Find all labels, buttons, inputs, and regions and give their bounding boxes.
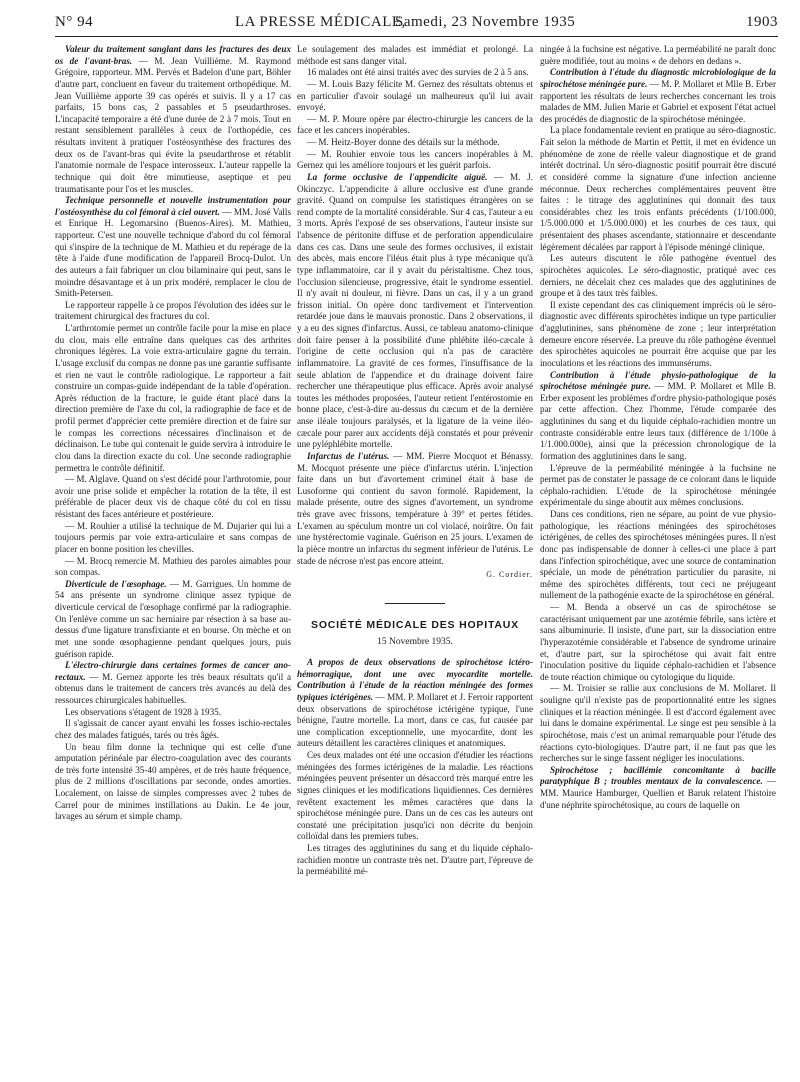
article-paragraph-with-title (297, 172, 533, 451)
article-body: — M. Gernez apporte les très beaux résultats qu'il a obtenus dans le traitement de cancers très avancés au delà des ressources chirurgicales habituelles. (55, 671, 291, 705)
article-paragraph (55, 300, 291, 323)
article-paragraph (297, 750, 533, 843)
article-title: L'électro-chirurgie dans certaines formes de cancer ano-rectaux. (55, 660, 291, 682)
article-body: — M. Rouhier a utilisé la technique de M. Dujarier qui lui a toujours permis par voie extra-articulaire et sans compas de placer en bonne position les chevilles. (55, 520, 291, 554)
article-body: ningée à la fuchsine est négative. La perméabilité ne paraît donc guère modifiée, tout au moins « de dehors en dedans ». (540, 44, 776, 66)
issue-number: N° 94 (55, 14, 94, 30)
article-body: Le soulagement des malades est immédiat et prolongé. La méthode est sans danger vital. (297, 44, 533, 66)
article-paragraph (55, 323, 291, 474)
article-body: Il s'agissait de cancer ayant envahi les fosses ischio-rectales chez des malades fatigués, tarés ou très âgés. (55, 718, 291, 740)
section-title: SOCIÉTÉ MÉDICALE DES HOPITAUX (311, 618, 519, 631)
column-3 (540, 44, 776, 1074)
article-body: — M. Troisier se rallie aux conclusions de M. Mollaret. Il souligne qu'il n'existe pas de proportionnalité entre les signes cliniques et la réaction méningée. Il est d'accord également avec lui dans le domaine expérimental. Le singe est peu sensible à la spirochétose, mais c'est un animal remarquable pour l'étude des réactions cyto-biologiques. D'autre part, il ne faut pas que les recherches sur le singe fassent négliger les inoculations. (540, 683, 776, 764)
article-paragraph (55, 707, 291, 719)
article-body: Ces deux malades ont été une occasion d'étudier les réactions méningées des formes ictérigènes de la maladie. Les réactions méningées peuvent présenter un désaccord très marqué entre les signes cliniques et les modifications liquidiennes. Ces dernières revêtent exactement les mêmes caractères que dans la spirochétose méningée pure. Dans un de ces cas les auteurs ont constaté une précipitation jusqu'ici non décrite du benjoin colloïdal dans les premiers tubes. (297, 750, 533, 842)
section-heading (297, 603, 533, 649)
article-body: — M. Alglave. Quand on s'est décidé pour l'arthrotomie, pour avoir une prise solide et empêcher la rotation de la tête, il est préférable de placer deux vis de chaque côté du col en tissu résistant des faces antérieure et postérieure. (55, 474, 291, 519)
article-paragraph (297, 149, 533, 172)
page-folio: 1903 (746, 14, 778, 30)
article-body: — M. P. Moure opère par électro-chirurgie les cancers de la face et les cancers inopérables. (297, 113, 533, 136)
article-body: Il existe cependant des cas cliniquement imprécis où le séro-diagnostic avec différents spirochètes indique un type particulier d'agglutinines, sans phénomène de zone ; leur interprétation demeure encore réservée. La preuve du rôle pathogène éventuel des spirochètes aquicoles ne pourrait être acquise que par les inoculations et les réactions des immunsérums. (540, 299, 776, 368)
article-title: Technique personnelle et nouvelle instrumentation pour l'ostéosynthèse du col fémoral à ciel ouvert. (55, 195, 291, 217)
article-body: — M. Benda a observé un cas de spirochétose se caractérisant uniquement par une azotémie fébrile, sans ictère et sans albuminurie. Il insiste, d'une part, sur la dissociation entre l'hyperazotémie considérable et l'absence de syndrome urinaire et, d'autre part, sur la spirochétose qui avait fait entre l'inoculation positive du liquide céphalo-rachidien et l'absence de toute réaction chimique ou cytologique du liquide. (540, 602, 776, 682)
article-title: Spirochétose ; bacillémie concomitante à bacille paratyphique B ; troubles mentaux de la convalescence. (540, 764, 776, 787)
article-body: — M. Brocq remercie M. Mathieu des paroles aimables pour son compas. (55, 555, 291, 578)
article-body: — M. Heitz-Boyer donne des détails sur la méthode. (307, 137, 500, 147)
article-paragraph (297, 137, 533, 149)
article-body: Les titrages des agglutinines du sang et du liquide céphalo-rachidien montre un contraste très net. D'autre part, l'épreuve de la perméabilité mé- (297, 843, 533, 877)
article-body: La place fondamentale revient en pratique au séro-diagnostic. Fait selon la méthode de Martin et Pettit, il met en évidence un phénomène de zone de réelle valeur diagnostique et de grand intérêt doctrinal. Un séro-diagnostic positif pourrait être discuté et considéré comme la signature d'une infection ancienne méconnue. Deux recherches complémentaires peuvent être faites : le titrage des agglutinines qui donnait des taux considérables chez les trois enfants précédents (1/100.000, 1/5.000.000 et 1/5.000.000) et les courbes de ces taux, qui présentaient des phases ascendante, stationnaire et descendante légèrement décalées par rapport à l'épisode méningé clinique. (540, 125, 776, 252)
article-body: — MM. P. Mollaret et Mlle B. Erber exposent les problèmes d'ordre physio-pathologique posés par cette affection. Chez l'homme, l'étude comparée des agglutinines du sang et du liquide céphalo-rachidien montre un contraste considérable entre leurs taux (différence de 1/100e à 1/1.000.000e), ainsi que la précession chronologique de la formation des agglutinines dans le sang. (540, 381, 776, 461)
article-body: L'épreuve de la perméabilité méningée à la fuchsine ne permet pas de constater le passage de ce colorant dans le liquide céphalo-rachidien. L'étude de la spirochétose méningée expérimentale du singe aboutit aux mêmes conclusions. (540, 462, 776, 508)
article-paragraph (297, 114, 533, 137)
article-title: Contribution à l'étude du diagnostic microbiologique de la spirochétose méningée pure. (540, 67, 776, 89)
article-body: — M. Garrigues. Un homme de 54 ans présente un syndrome clinique assez typique de diverticule cervical de l'œsophage confirmé par la radiographie. On l'enlève comme un sac herniaire par résection à sa base au-dessus d'une ligature transfixiante et en bourse. On mèche et on met une sonde œsophagienne pendant quelques jours, puis guérison rapide. (55, 578, 291, 659)
article-paragraph (55, 742, 291, 823)
article-title: Infarctus de l'utérus. (307, 450, 390, 461)
article-body: L'arthrotomie permet un contrôle facile pour la mise en place du clou, mais elle entraîne dans quelques cas des arthrites chroniques légères. La voie extra-articulaire gagne du terrain. L'usage exclusif du compas ne donne pas une garantie suffisante et rien ne vaut le contrôle radiologique. Le rapporteur a fait construire un compas-guide indépendant de la table d'opération. Après réduction de la fracture, le guide étant placé dans la direction première de l'axe du col, la radiographie de face et de profil permet d'apprécier cette première direction et de faire sur le compas les corrections nécessaires d'inclinaison et de déclinaison. Le tube qui contenait le guide servira à introduire le clou dans la direction exacte du col. Une seconde radiographie permettra le contrôle définitif. (55, 323, 291, 473)
article-title: Valeur du traitement sanglant dans les fractures des deux os de l'avant-bras. (55, 44, 291, 66)
article-body: — M. Rouhier envoie tous les cancers inopérables à M. Gernez qui les améliore toujours et les guérit parfois. (297, 148, 533, 171)
article-body: — M. P. Mollaret et Mlle B. Erber rapportent les résultats de leurs recherches concernant les trois malades de MM. Julien Marie et Gabriel et exposent l'état actuel des procédés de diagnostic de la spirochétose méningée. (540, 78, 776, 124)
article-paragraph (297, 843, 533, 878)
section-rule (385, 603, 445, 604)
article-body: — M. Jean Vuillième. M. Raymond Grégoire, rapporteur. MM. Pervès et Badelon d'une part, Böhler d'autre part, concluent en faveur du traitement orthopédique. M. Jean Vuillième apporte 39 cas opérés et suivis. Il y a 17 cas parfaits, 15 bons cas, 2 passables et 5 pseudarthroses. L'incapacité temporaire a été d'une durée de 2 à 7 mois. Tout en restant sensiblement parallèles à ceux de l'orthopédie, ces résultats invitent à pratiquer l'ostéosynthèse des fractures des deux os de l'avant-bras qui évite la pseudarthrose et rétablit l'anatomie normale de l'espace interosseux. L'auteur rappelle la technique qui doit être minutieuse, aseptique et peu traumatisante pour l'os et les muscles. (55, 55, 291, 194)
article-paragraph (55, 521, 291, 556)
article-paragraph (297, 79, 533, 114)
article-paragraph-with-title (55, 579, 291, 660)
article-body: Les observations s'étagent de 1928 à 1935. (65, 706, 221, 717)
article-body: 16 malades ont été ainsi traités avec des survies de 2 à 5 ans. (307, 67, 529, 78)
column-1 (55, 44, 291, 1074)
article-paragraph (297, 44, 533, 67)
article-body: Un beau film donne la technique qui est celle d'une amputation périnéale par électro-coagulation avec des courants de très forte intensité 35-40 ampères, et de très haute fréquence, plus de 2 millions d'oscillations par seconde, ondes amorties. Localement, on laisse de simples compresses avec 2 tubes de Carrel pour de minimes instillations au Dakin. Le 4e jour, lavages au sérum et simple champ. (55, 741, 291, 822)
article-title: Contribution à l'étude physio-pathologique de la spirochétose méningée pure. (540, 369, 776, 392)
article-paragraph-with-title (540, 370, 776, 463)
header-rule (55, 36, 778, 37)
article-paragraph (540, 463, 776, 510)
article-title: A propos de deux observations de spirochétose ictéro-hémorragique, dont une avec myocardite mortelle. Contribution à l'étude de la réaction méningée des formes typiques ictérigènes. (297, 657, 533, 702)
article-body: — MM. Pierre Mocquot et Bénassy. M. Mocquot présente une pièce d'infarctus utérin. L'injection faite dans un but d'avortement criminel était à base de Lusoforme qui contient du savon formolé. Rapidement, la malade présente, outre des signes d'avortement, un syndrome très grave avec frissons, température à 39° et pertes fétides. L'examen au spéculum montre un col violacé, noirâtre. On fait une hystérectomie vaginale. Guérison en 25 jours. L'examen de la pièce montre un infarctus du segment inférieur de l'utérus. Le stade de nécrose n'est pas encore atteint. (297, 450, 533, 566)
page-header (55, 6, 778, 34)
article-title: La forme occlusive de l'appendicite aiguë. (307, 171, 488, 182)
article-paragraph-with-title (540, 765, 776, 812)
article-body: Dans ces conditions, rien ne sépare, au point de vue physio-pathologique, les réactions méningées des spirochétoses ictérigènes, de celles des spirochétoses méningées pures. Il n'est donc pas indispensable de donner à celles-ci une place à part dans l'infection spirochétique, avec une source de contamination spéciale, un mode de pénétration particulier du parasite, ni même des spirochètes différents, tout ceci ne préjugeant nullement de la pathogénie exacte de la spirochétose en général. (540, 509, 776, 601)
article-paragraph (540, 300, 776, 370)
article-paragraph (297, 67, 533, 79)
article-body: Le rapporteur rappelle à ce propos l'évolution des idées sur le traitement chirurgical des fractures du col. (55, 299, 291, 322)
article-title: Diverticule de l'œsophage. (65, 578, 167, 589)
article-paragraph (55, 718, 291, 741)
article-paragraph (540, 253, 776, 300)
article-body: — MM. P. Mollaret et J. Ferroir rapportent deux observations de spirochétose ictérigène typique, l'une bénigne, l'autre mortelle. La mort, dans ce cas, fut causée par une complication exceptionnelle, une myocardite, dont les auteurs détaillent les caractères cliniques et anatomiques. (297, 691, 533, 749)
article-paragraph-with-title (55, 660, 291, 707)
article-paragraph-with-title (540, 67, 776, 125)
article-paragraph (55, 556, 291, 579)
article-paragraph (540, 602, 776, 683)
article-paragraph (55, 474, 291, 521)
column-2 (297, 44, 533, 1074)
article-paragraph-with-title (297, 657, 533, 750)
article-paragraph-with-title (297, 451, 533, 567)
section-date: 15 Novembre 1935. (377, 637, 453, 648)
article-body: — MM. Maurice Hamburger, Quellien et Baruk relatent l'histoire d'une néphrite spirochétosique, au cours de laquelle on (540, 776, 776, 810)
article-body: — MM. José Valls et Enrique H. Legomarsino (Buenos-Aires). M. Mathieu, rapporteur. C'est une nouvelle technique d'abord du col fémoral qui s'inspire de la technique de M. Mathieu et du repérage de la tête à l'aide d'une modification de l'appareil Brocq-Dulot. Un des auteurs a fait fabriquer un clou bilaminaire qui peut, sans le moindre désavantage et à un prix modéré, remplacer le clou de Smith-Petersen. (55, 206, 291, 299)
publication-title: LA PRESSE MÉDICALE, (235, 14, 406, 30)
author-signature: G. Cordier. (486, 570, 533, 580)
article-paragraph (540, 683, 776, 764)
article-paragraph (540, 125, 776, 253)
article-paragraph-with-title (55, 195, 291, 300)
article-paragraph (540, 44, 776, 67)
article-body: — M. J. Okinczyc. L'appendicite à allure occlusive est d'une grande gravité. Quand on compulse les statistiques étrangères on se rend compte de la mortalité considérable. Sur 4 cas, l'auteur a eu 3 morts. Après l'exposé de ses observations, l'auteur insiste sur l'absence de péritonite diffuse et de perforation appendiculaire dans ces cas. Dans une seule des formes occlusives, il existait des abcès, mais encore l'iléus était plus à type mécanique qu'à type inflammatoire, car il y avait du péristaltisme. Chez tous, l'occlusion silencieuse, progressive, était le syndrome essentiel. Il n'y avait ni douleur, ni fièvre. Dans un cas, il y a un grand frisson initial. On opère donc tardivement et l'intervention retardée joue dans le mauvais pronostic. Dans 2 observations, il y a eu des signes d'infarctus. Aussi, ce tableau anatomo-clinique doit faire penser à la possibilité d'une phlébite iléo-cæcale à l'origine de cette occlusion qui n'a pas de caractère inflammatoire. La gravité de ces formes, l'insuffisance de la seule ablation de l'appendice et du drainage doivent faire rechercher une thérapeutique plus efficace. Après avoir analysé toutes les méthodes proposées, l'auteur retient l'entérostomie en bonne place, c'est-à-dire au-dessus du cæcum et de la dernière anse iléale toujours paralysés, et la ligature de la veine iléo-cæcale pour parer aux accidents déjà constatés et pour prévenir une pyléphlébite mortelle. (297, 171, 533, 450)
article-paragraph (540, 509, 776, 602)
article-body: — M. Louis Bazy félicite M. Gernez des résultats obtenus et en particulier d'avoir soulagé un malheureux qu'il lui avait envoyé. (297, 78, 533, 113)
article-paragraph-with-title (55, 44, 291, 195)
issue-date: Samedi, 23 Novembre 1935 (395, 14, 576, 30)
article-body: Les auteurs discutent le rôle pathogène éventuel des spirochètes aquicoles. Le séro-diagnostic, pratiqué avec ces derniers, ne décelait chez ces malades que des agglutinines de groupe et à des taux très faibles. (540, 253, 776, 299)
